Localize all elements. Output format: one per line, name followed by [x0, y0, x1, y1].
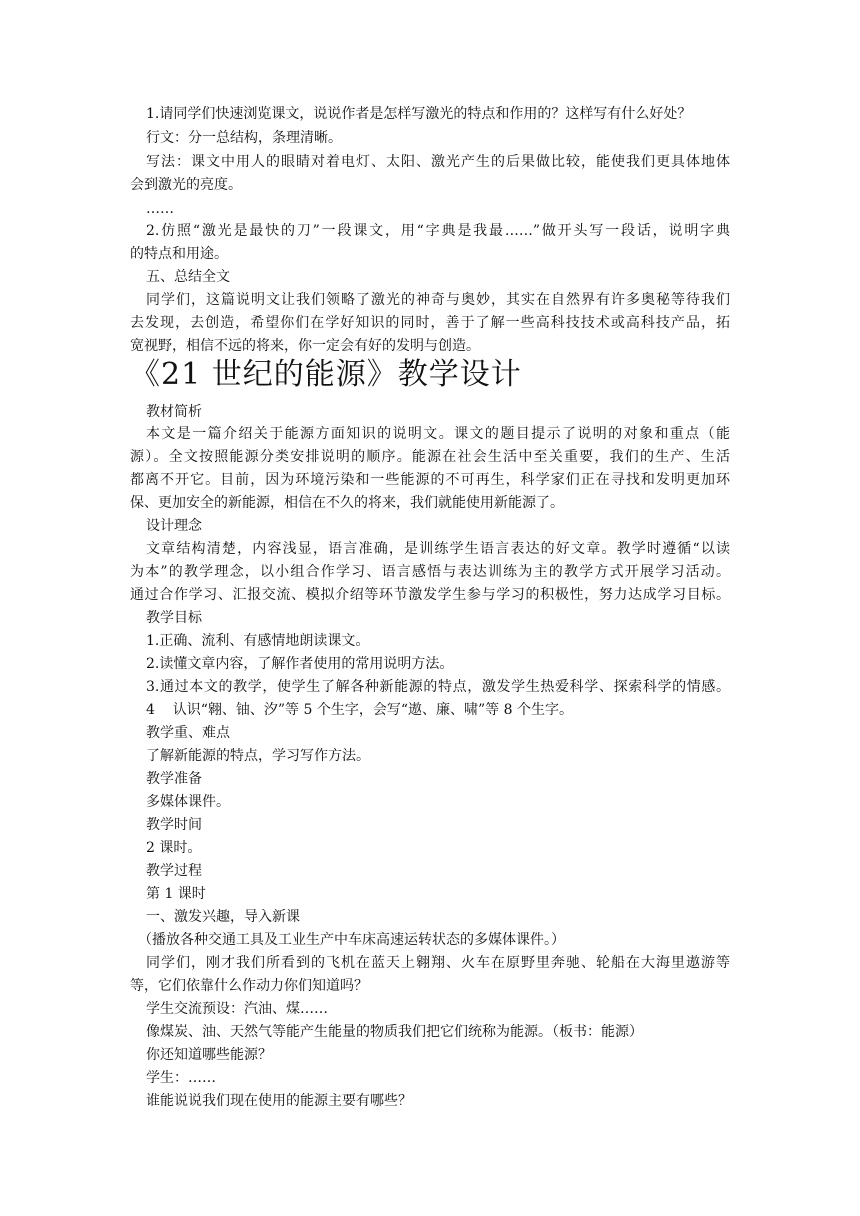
paragraph-line: 同学们，刚才我们所看到的飞机在蓝天上翱翔、火车在原野里奔驰、轮船在大海里遨游等 — [146, 955, 730, 971]
paragraph-line: 像煤炭、油、天然气等能产生能量的物质我们把它们统称为能源。（板书：能源） — [146, 1024, 643, 1040]
list-item: 4 认识“翱、铀、汐”等 5 个生字，会写“遨、廉、啸”等 8 个生字。 — [146, 702, 573, 718]
paragraph-line: 2 课时。 — [146, 840, 202, 856]
paragraph-line: 都离不开它。目前，因为环境污染和一些能源的不可再生，科学家们正在寻找和发明更加环 — [130, 472, 730, 488]
paragraph-line: 本文是一篇介绍关于能源方面知识的说明文。课文的题目提示了说明的对象和重点（能 — [146, 426, 730, 442]
section-heading: 教学时间 — [146, 817, 202, 833]
paragraph-line: 等，它们依靠什么作动力你们知道吗？ — [130, 978, 368, 994]
paragraph-line: …… — [146, 201, 174, 217]
paragraph-line: 保、更加安全的新能源，相信在不久的将来，我们就能使用新能源了。 — [130, 495, 564, 511]
paragraph-line: 会到激光的亮度。 — [130, 177, 242, 193]
list-item: 3.通过本文的教学，使学生了解各种新能源的特点，激发学生热爱科学、探索科学的情感。 — [146, 679, 730, 695]
paragraph-line: 为本”的教学理念，以小组合作学习、语言感悟与表达训练为主的教学方式开展学习活动。 — [130, 564, 730, 580]
paragraph-line: 学生交流预设：汽油、煤…… — [146, 1001, 328, 1017]
list-item: 1.正确、流利、有感情地朗读课文。 — [146, 633, 370, 649]
paragraph-line: 谁能说说我们现在使用的能源主要有哪些？ — [146, 1093, 412, 1109]
paragraph-line: 1.请同学们快速浏览课文，说说作者是怎样写激光的特点和作用的？这样写有什么好处？ — [146, 106, 692, 122]
section-heading: 第 1 课时 — [146, 886, 206, 902]
paragraph-line: 学生：…… — [146, 1070, 216, 1086]
section-heading: 教学目标 — [146, 610, 202, 626]
section-heading: 教学过程 — [146, 863, 202, 879]
document-title: 《21 世纪的能源》教学设计 — [130, 357, 522, 392]
section-heading: 教材简析 — [146, 404, 202, 420]
section-heading: 五、总结全文 — [146, 269, 230, 285]
section-heading: 教学重、难点 — [146, 725, 230, 741]
paragraph-line: 通过合作学习、汇报交流、模拟介绍等环节激发学生参与学习的积极性，努力达成学习目标。 — [130, 587, 730, 603]
paragraph-line: （播放各种交通工具及工业生产中车床高速运转状态的多媒体课件。） — [138, 932, 565, 948]
paragraph-line: 的特点和用途。 — [130, 246, 228, 262]
paragraph-line: 同学们，这篇说明文让我们领略了激光的神奇与奥妙，其实在自然界有许多奥秘等待我们 — [146, 292, 730, 308]
paragraph-line: 文章结构清楚，内容浅显，语言准确，是训练学生语言表达的好文章。教学时遵循“以读 — [146, 541, 730, 557]
paragraph-line: 写法：课文中用人的眼睛对着电灯、太阳、激光产生的后果做比较，能使我们更具体地体 — [146, 154, 730, 170]
list-item: 2.读懂文章内容，了解作者使用的常用说明方法。 — [146, 656, 454, 672]
paragraph-line: 你还知道哪些能源？ — [146, 1047, 272, 1063]
section-heading: 教学准备 — [146, 771, 202, 787]
paragraph-line: 去发现，去创造，希望你们在学好知识的同时，善于了解一些高科技技术或高科技产品，拓 — [130, 315, 730, 331]
section-heading: 一、激发兴趣，导入新课 — [146, 909, 300, 925]
paragraph-line: 2.仿照“激光是最快的刀”一段课文，用“字典是我最……”做开头写一段话，说明字典 — [146, 223, 730, 239]
paragraph-line: 行文：分一总结构，条理清晰。 — [146, 130, 342, 146]
paragraph-line: 了解新能源的特点，学习写作方法。 — [146, 748, 370, 764]
paragraph-line: 多媒体课件。 — [146, 794, 230, 810]
paragraph-line: 源）。全文按照能源分类安排说明的顺序。能源在社会生活中至关重要，我们的生产、生活 — [130, 449, 730, 465]
section-heading: 设计理念 — [146, 518, 202, 534]
paragraph-line: 宽视野，相信不远的将来，你一定会有好的发明与创造。 — [130, 338, 480, 354]
